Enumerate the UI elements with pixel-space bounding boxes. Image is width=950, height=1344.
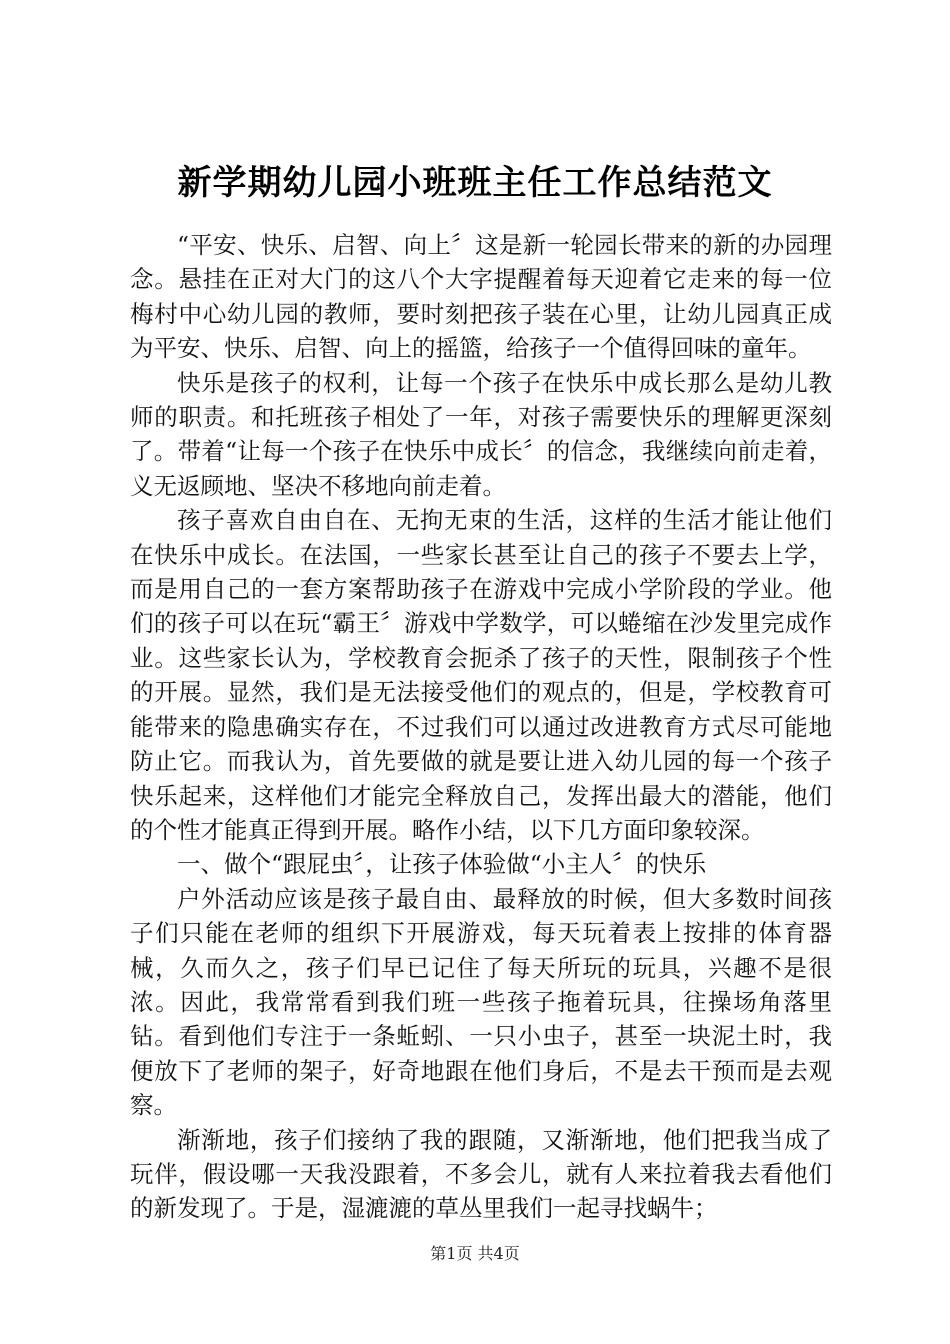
document-body [130,228,832,1226]
paragraph-4: 户外活动应该是孩子最自由、最释放的时候，但大多数时间孩子们只能在老师的组织下开展游戏，每天玩着表上按排的体育器械，久而久之，孩子们早已记住了每天所玩的玩具，兴趣不是很浓。因此，我常常看到我们班一些孩子拖着玩具，往操场角落里钻。看到他们专注于一条蚯蚓、一只小虫子，甚至一块泥土时，我便放下了老师的架子，好奇地跟在他们身后，不是去干预而是去观察。 [130,884,832,1120]
section-heading-1: 一、做个“跟屁虫〞，让孩子体验做“小主人〞的快乐 [177,850,707,879]
paragraph-2: 快乐是孩子的权利，让每一个孩子在快乐中成长那么是幼儿教师的职责。和托班孩子相处了一年，对孩子需要快乐的理解更深刻了。带着“让每一个孩子在快乐中成长〞的信念，我继续向前走着，义无返顾地、坚决不移地向前走着。 [130,368,832,500]
page-footer: 第1页 共4页 [430,1244,520,1263]
document-title: 新学期幼儿园小班班主任工作总结范文 [177,163,773,203]
paragraph-1: “平安、快乐、启智、向上〞这是新一轮园长带来的新的办园理念。悬挂在正对大门的这八个大字提醒着每天迎着它走来的每一位梅村中心幼儿园的教师，要时刻把孩子装在心里，让幼儿园真正成为平安、快乐、启智、向上的摇篮，给孩子一个值得回味的童年。 [130,231,832,363]
paragraph-5: 渐渐地，孩子们接纳了我的跟随，又渐渐地，他们把我当成了玩伴，假设哪一天我没跟着，不多会儿，就有人来拉着我去看他们的新发现了。于是，湿漉漉的草丛里我们一起寻找蜗牛； [130,1125,832,1223]
paragraph-3: 孩子喜欢自由自在、无拘无束的生活，这样的生活才能让他们在快乐中成长。在法国，一些家长甚至让自己的孩子不要去上学，而是用自己的一套方案帮助孩子在游戏中完成小学阶段的学业。他们的孩子可以在玩“霸王〞游戏中学数学，可以蜷缩在沙发里完成作业。这些家长认为，学校教育会扼杀了孩子的天性，限制孩子个性的开展。显然，我们是无法接受他们的观点的，但是，学校教育可能带来的隐患确实存在，不过我们可以通过改进教育方式尽可能地防止它。而我认为，首先要做的就是要让进入幼儿园的每一个孩子快乐起来，这样他们才能完全释放自己，发挥出最大的潜能，他们的个性才能真正得到开展。略作小结，以下几方面印象较深。 [130,506,832,844]
